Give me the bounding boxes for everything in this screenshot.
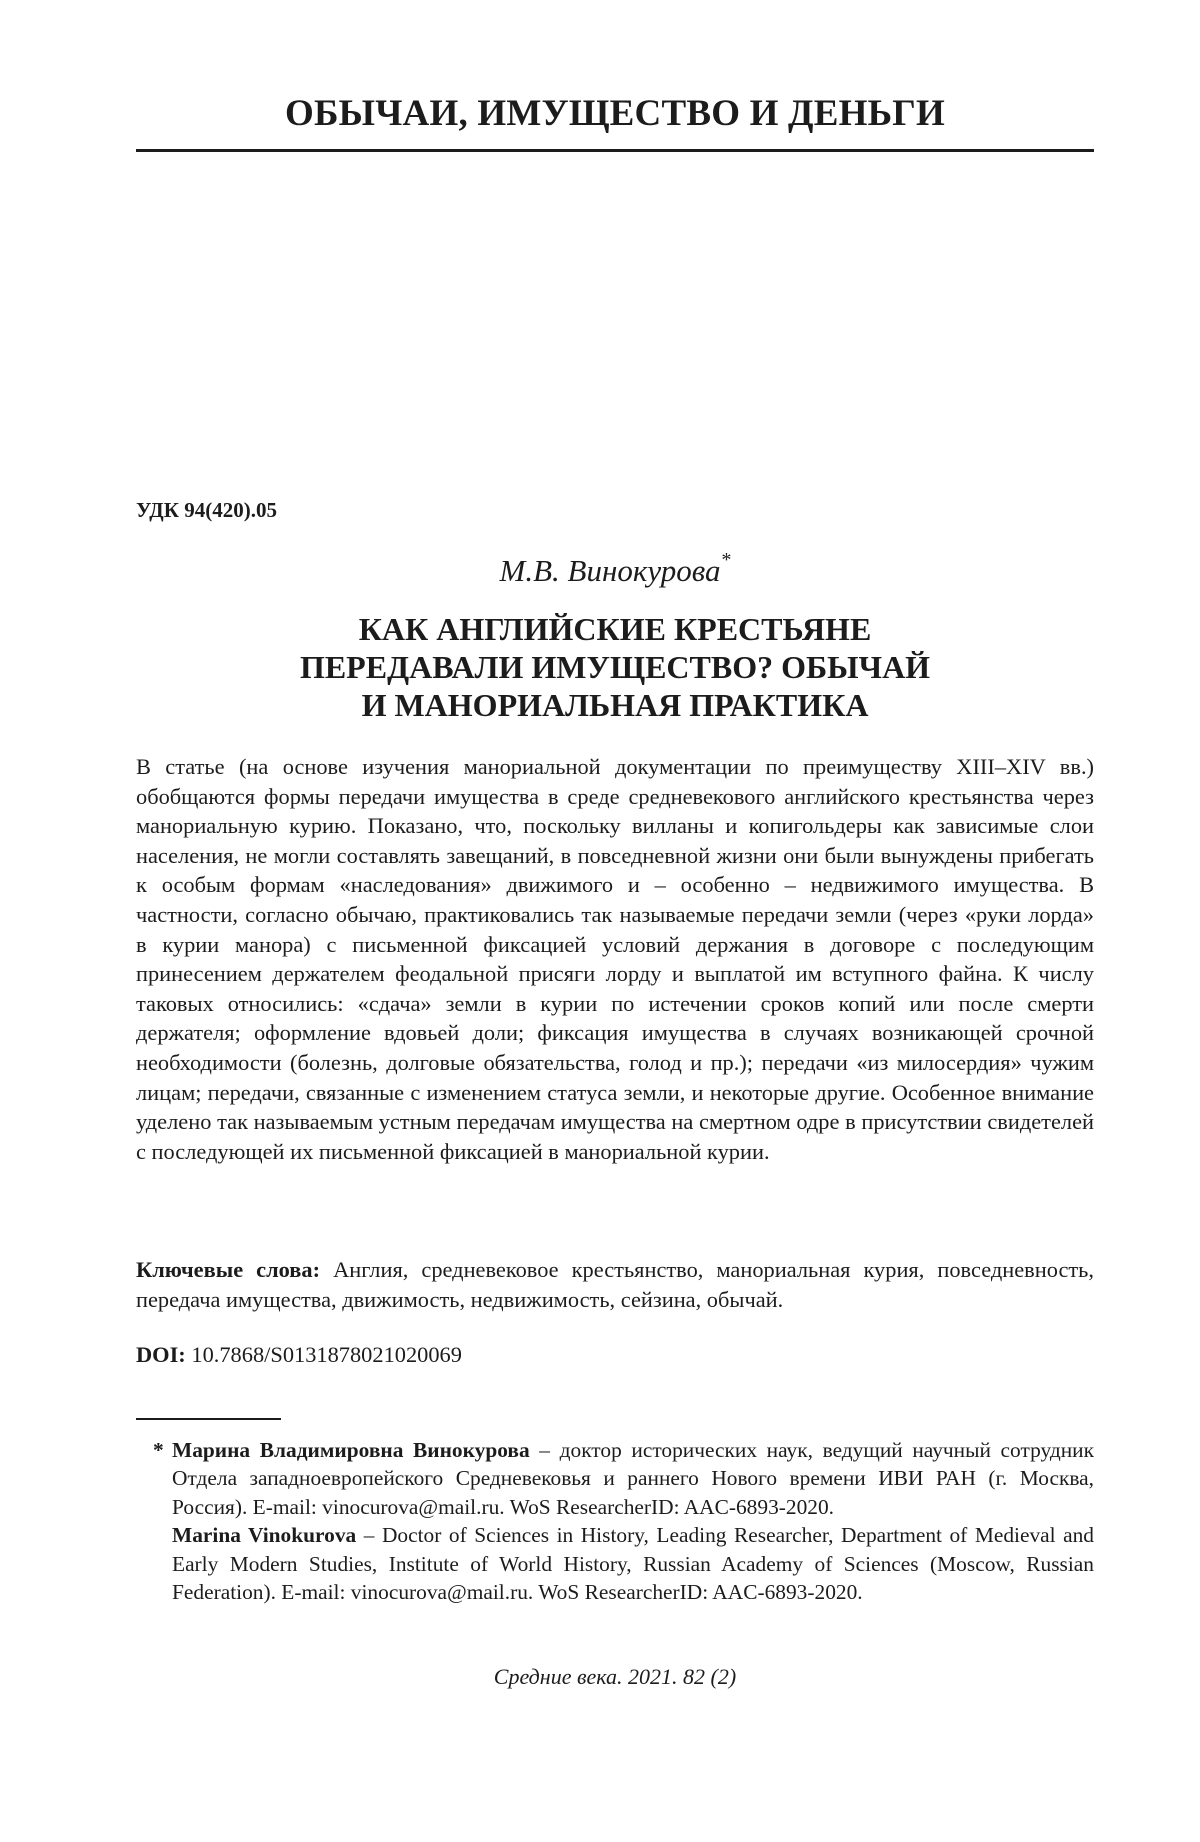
footnote-ru-text: – доктор исторических наук, ведущий научный сотрудник Отдела западноевропейского Средневековья и раннего Нового времени ИВИ РАН (г. Москва, Россия). E-mail: vinocurova@mail.ru. WoS ResearcherID: AAC-6893-2020. [172,1438,1094,1519]
doi-label: DOI: [136,1342,186,1367]
article-title-line: КАК АНГЛИЙСКИЕ КРЕСТЬЯНЕ [136,610,1094,648]
footnote-ru [172,1436,1094,1521]
footnote-ru-name: Марина Владимировна Винокурова [172,1438,530,1462]
running-footer: Средние века. 2021. 82 (2) [136,1664,1094,1690]
udc-code: УДК 94(420).05 [136,498,277,523]
footnote-star: * [153,1436,164,1464]
keywords-text: Англия, средневековое крестьянство, манориальная курия, повседневность, передача имущества, движимость, недвижимость, сейзина, обычай. [136,1257,1094,1312]
section-title: ОБЫЧАИ, ИМУЩЕСТВО И ДЕНЬГИ [136,92,1094,135]
footnote-en-name: Marina Vinokurova [172,1523,356,1547]
keywords-label: Ключевые слова: [136,1257,320,1282]
author-name [136,553,1094,589]
article-title-line: И МАНОРИАЛЬНАЯ ПРАКТИКА [136,686,1094,724]
footnote-en [172,1521,1094,1606]
article-title-line: ПЕРЕДАВАЛИ ИМУЩЕСТВО? ОБЫЧАЙ [136,648,1094,686]
footnote-en-text: – Doctor of Sciences in History, Leading Researcher, Department of Medieval and Early Modern Studies, Institute of World History, Russian Academy of Sciences (Moscow, Russian Federation). E-mail: vinocurova@mail.ru. WoS ResearcherID: AAC-6893-2020. [172,1523,1094,1604]
author-footnote-mark[interactable]: * [720,549,730,571]
author-footnote [172,1436,1094,1606]
article-title [136,610,1094,724]
keywords [136,1255,1094,1315]
doi [136,1342,462,1368]
title-rule [136,149,1094,152]
footnote-rule [136,1418,281,1420]
doi-value[interactable]: 10.7868/S0131878021020069 [191,1342,462,1367]
author-name-text: М.В. Винокурова [500,553,721,588]
abstract: В статье (на основе изучения манориальной документации по преимуществу XIII–XIV вв.) обобщаются формы передачи имущества в среде средневекового английского крестьянства через манориальную курию. Показано, что, поскольку вилланы и копигольдеры как зависимые слои населения, не могли составлять завещаний, в повседневной жизни они были вынуждены прибегать к особым формам «наследования» движимого и – особенно – недвижимого имущества. В частности, согласно обычаю, практиковались так называемые передачи земли (через «руки лорда» в курии манора) с письменной фиксацией условий держания в договоре с последующим принесением держателем феодальной присяги лорду и выплатой им вступного файна. К числу таковых относились: «сдача» земли в курии по истечении сроков копий или после смерти держателя; оформление вдовьей доли; фиксация имущества в случаях возникающей срочной необходимости (болезнь, долговые обязательства, голод и пр.); передачи «из милосердия» чужим лицам; передачи, связанные с изменением статуса земли, и некоторые другие. Особенное внимание уделено так называемым устным передачам имущества на смертном одре в присутствии свидетелей с последующей их письменной фиксацией в манориальной курии. [136,752,1094,1166]
